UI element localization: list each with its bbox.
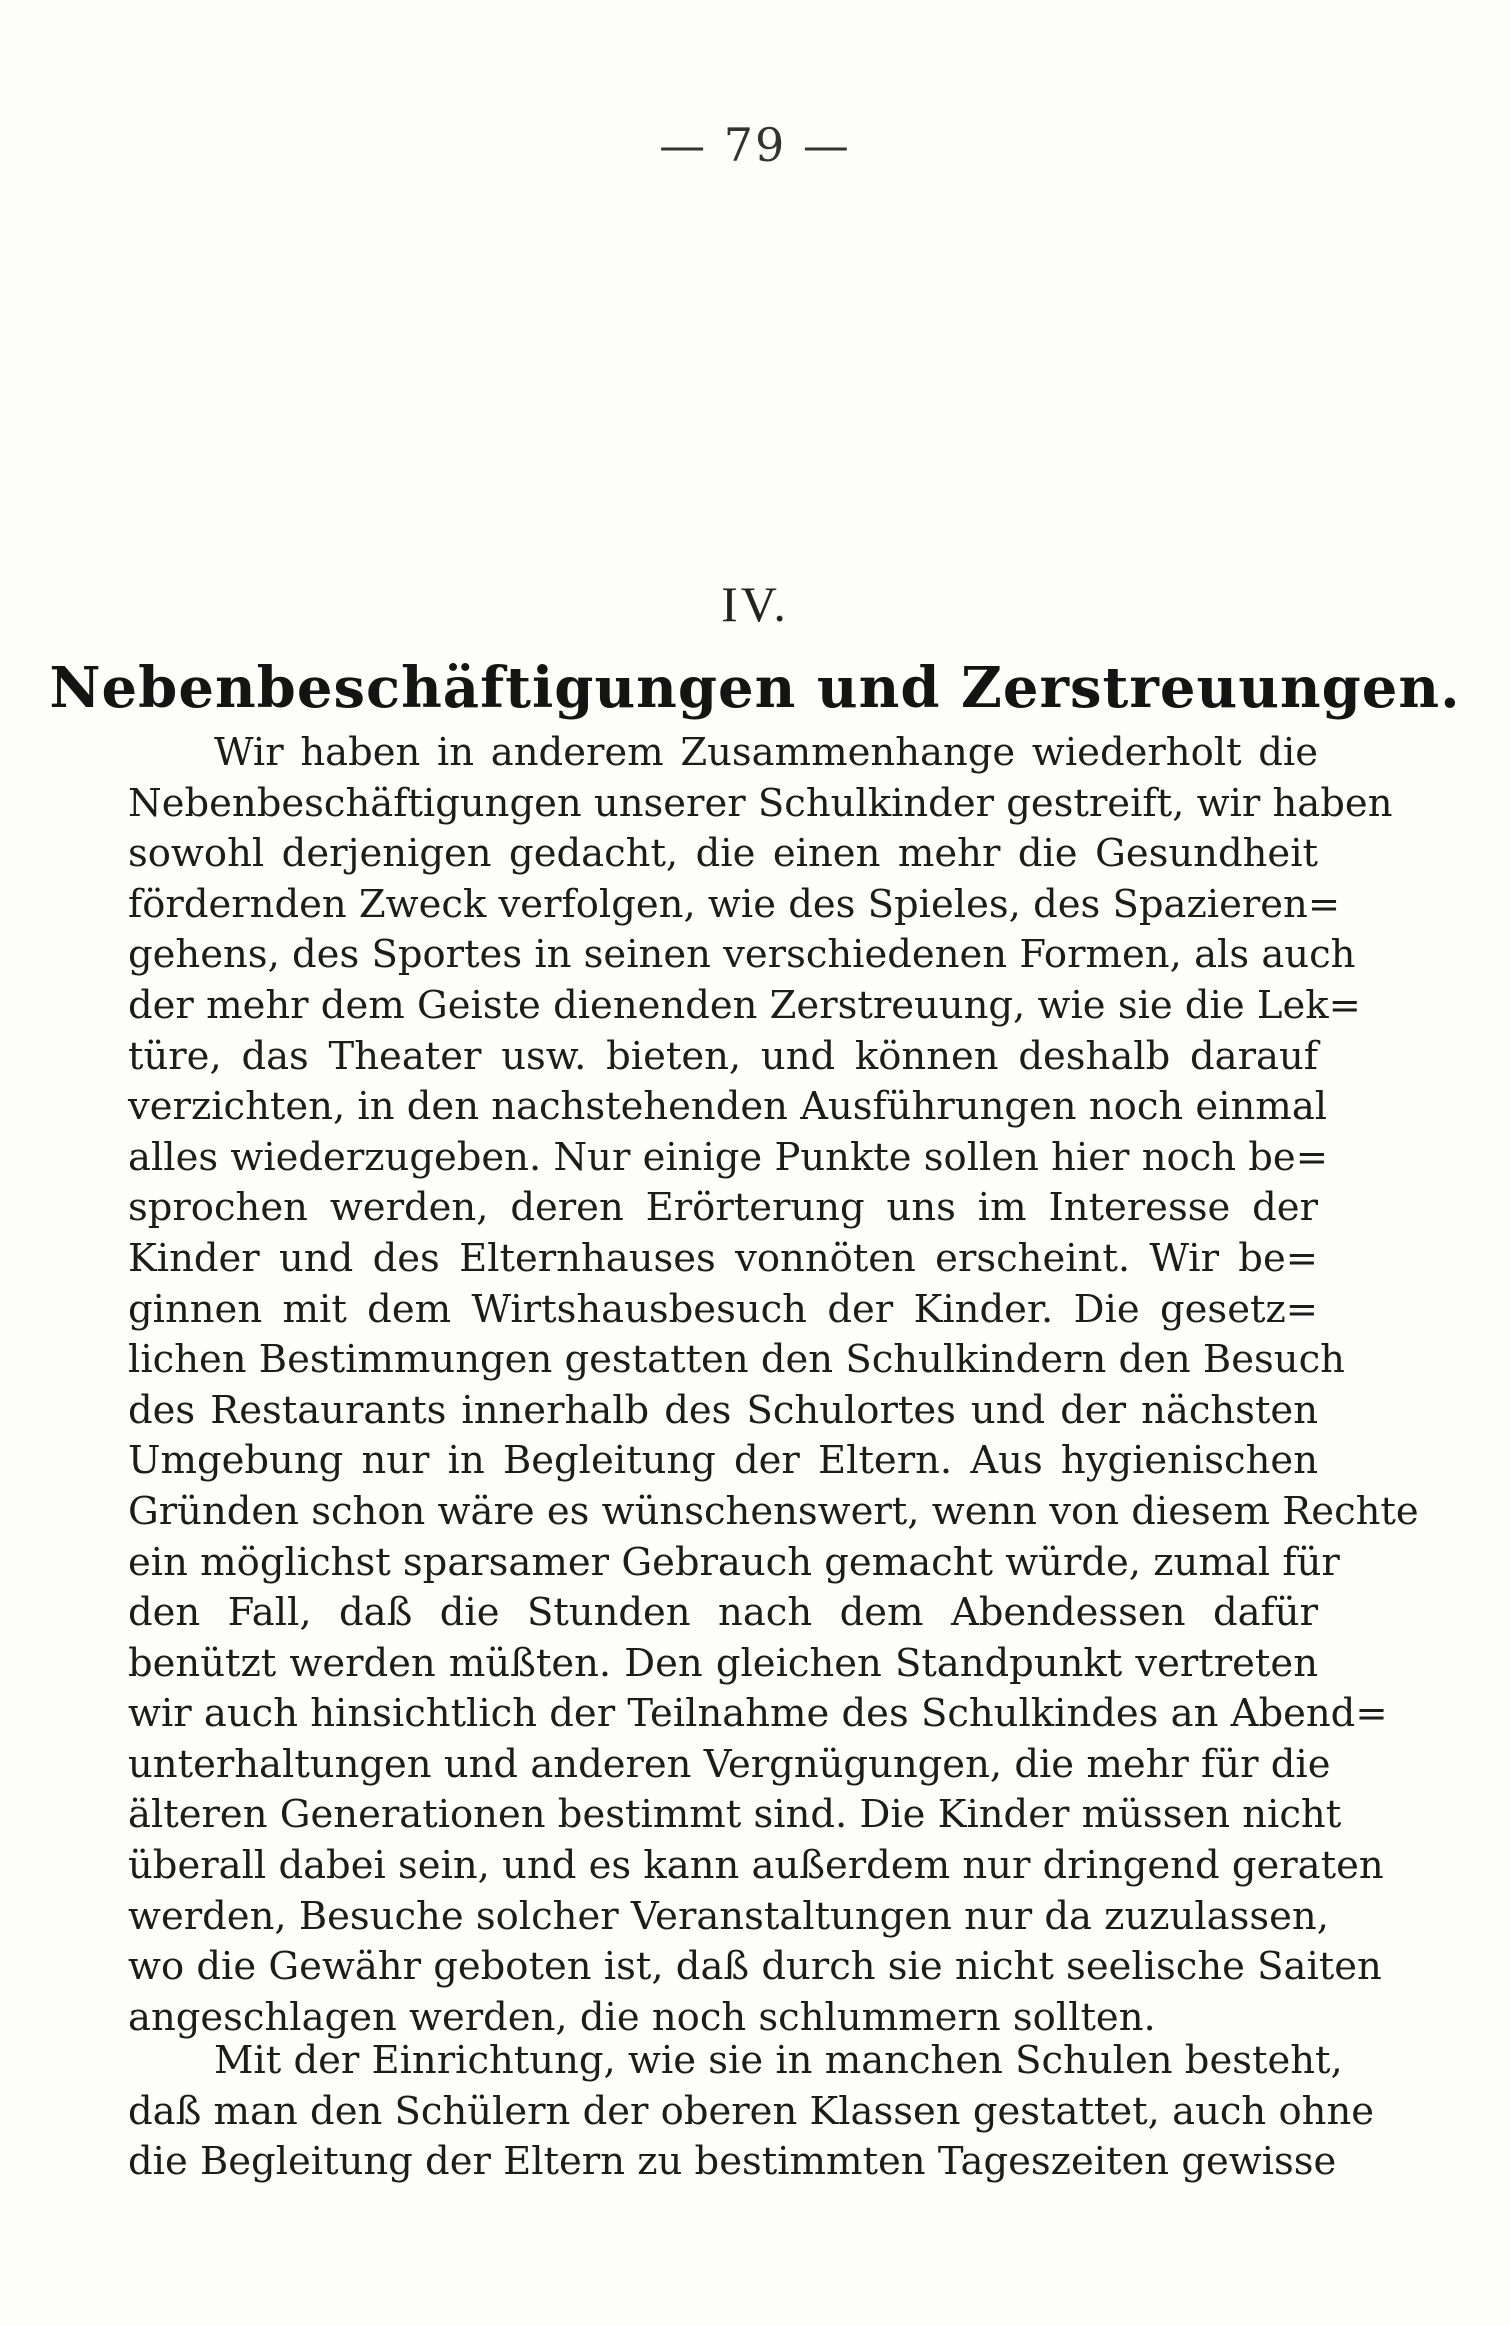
- text-line: alles wiederzugeben. Nur einige Punkte sollen hier noch be=: [128, 1134, 1328, 1180]
- text-line: angeschlagen werden, die noch schlummern sollten.: [128, 1994, 1156, 2040]
- text-line: Kinder und des Elternhauses vonnöten erscheint. Wir be=: [128, 1235, 1318, 1281]
- text-line: Umgebung nur in Begleitung der Eltern. Aus hygienischen: [128, 1438, 1318, 1484]
- text-line: türe, das Theater usw. bieten, und können deshalb darauf: [128, 1033, 1318, 1079]
- text-line: werden, Besuche solcher Veranstaltungen nur da zuzulassen,: [128, 1893, 1329, 1939]
- text-line: verzichten, in den nachstehenden Ausführungen noch einmal: [128, 1084, 1328, 1130]
- text-line: Gründen schon wäre es wünschenswert, wenn von diesem Rechte: [128, 1488, 1419, 1534]
- text-line: den Fall, daß die Stunden nach dem Abendessen dafür: [128, 1590, 1318, 1636]
- paragraph-1: [128, 728, 1419, 2043]
- text-line: die Begleitung der Eltern zu bestimmten Tageszeiten gewisse: [128, 2139, 1337, 2185]
- text-line: sowohl derjenigen gedacht, die einen mehr die Gesundheit: [128, 831, 1318, 877]
- text-line: ein möglichst sparsamer Gebrauch gemacht würde, zumal für: [128, 1539, 1340, 1585]
- text-line: des Restaurants innerhalb des Schulortes und der nächsten: [128, 1387, 1318, 1433]
- text-line: daß man den Schülern der oberen Klassen gestattet, auch ohne: [128, 2088, 1375, 2134]
- text-line: fördernden Zweck verfolgen, wie des Spieles, des Spazieren=: [128, 881, 1341, 927]
- paragraph-2: [128, 2036, 1375, 2188]
- chapter-title: Nebenbeschäftigungen und Zerstreuungen.: [49, 655, 1461, 721]
- text-line: Mit der Einrichtung, wie sie in manchen Schulen besteht,: [214, 2038, 1343, 2083]
- text-line: Nebenbeschäftigungen unserer Schulkinder gestreift, wir haben: [128, 780, 1393, 826]
- text-line: benützt werden müßten. Den gleichen Standpunkt vertreten: [128, 1640, 1318, 1686]
- text-line: wir auch hinsichtlich der Teilnahme des Schulkindes an Abend=: [128, 1691, 1388, 1737]
- text-line: lichen Bestimmungen gestatten den Schulkindern den Besuch: [128, 1337, 1345, 1383]
- text-line: überall dabei sein, und es kann außerdem nur dringend geraten: [128, 1843, 1384, 1889]
- text-line: der mehr dem Geiste dienenden Zerstreuung, wie sie die Lek=: [128, 982, 1361, 1028]
- text-line: ginnen mit dem Wirtshausbesuch der Kinder. Die gesetz=: [128, 1286, 1318, 1332]
- page-number: — 79 —: [659, 118, 851, 172]
- text-line: sprochen werden, deren Erörterung uns im Interesse der: [128, 1185, 1318, 1231]
- text-line: wo die Gewähr geboten ist, daß durch sie nicht seelische Saiten: [128, 1944, 1382, 1990]
- text-line: gehens, des Sportes in seinen verschiedenen Formen, als auch: [128, 932, 1356, 978]
- chapter-number: IV.: [721, 576, 789, 632]
- text-line: älteren Generationen bestimmt sind. Die Kinder müssen nicht: [128, 1792, 1342, 1838]
- text-line: unterhaltungen und anderen Vergnügungen, die mehr für die: [128, 1741, 1331, 1787]
- text-line: Wir haben in anderem Zusammenhange wiederholt die: [214, 730, 1318, 775]
